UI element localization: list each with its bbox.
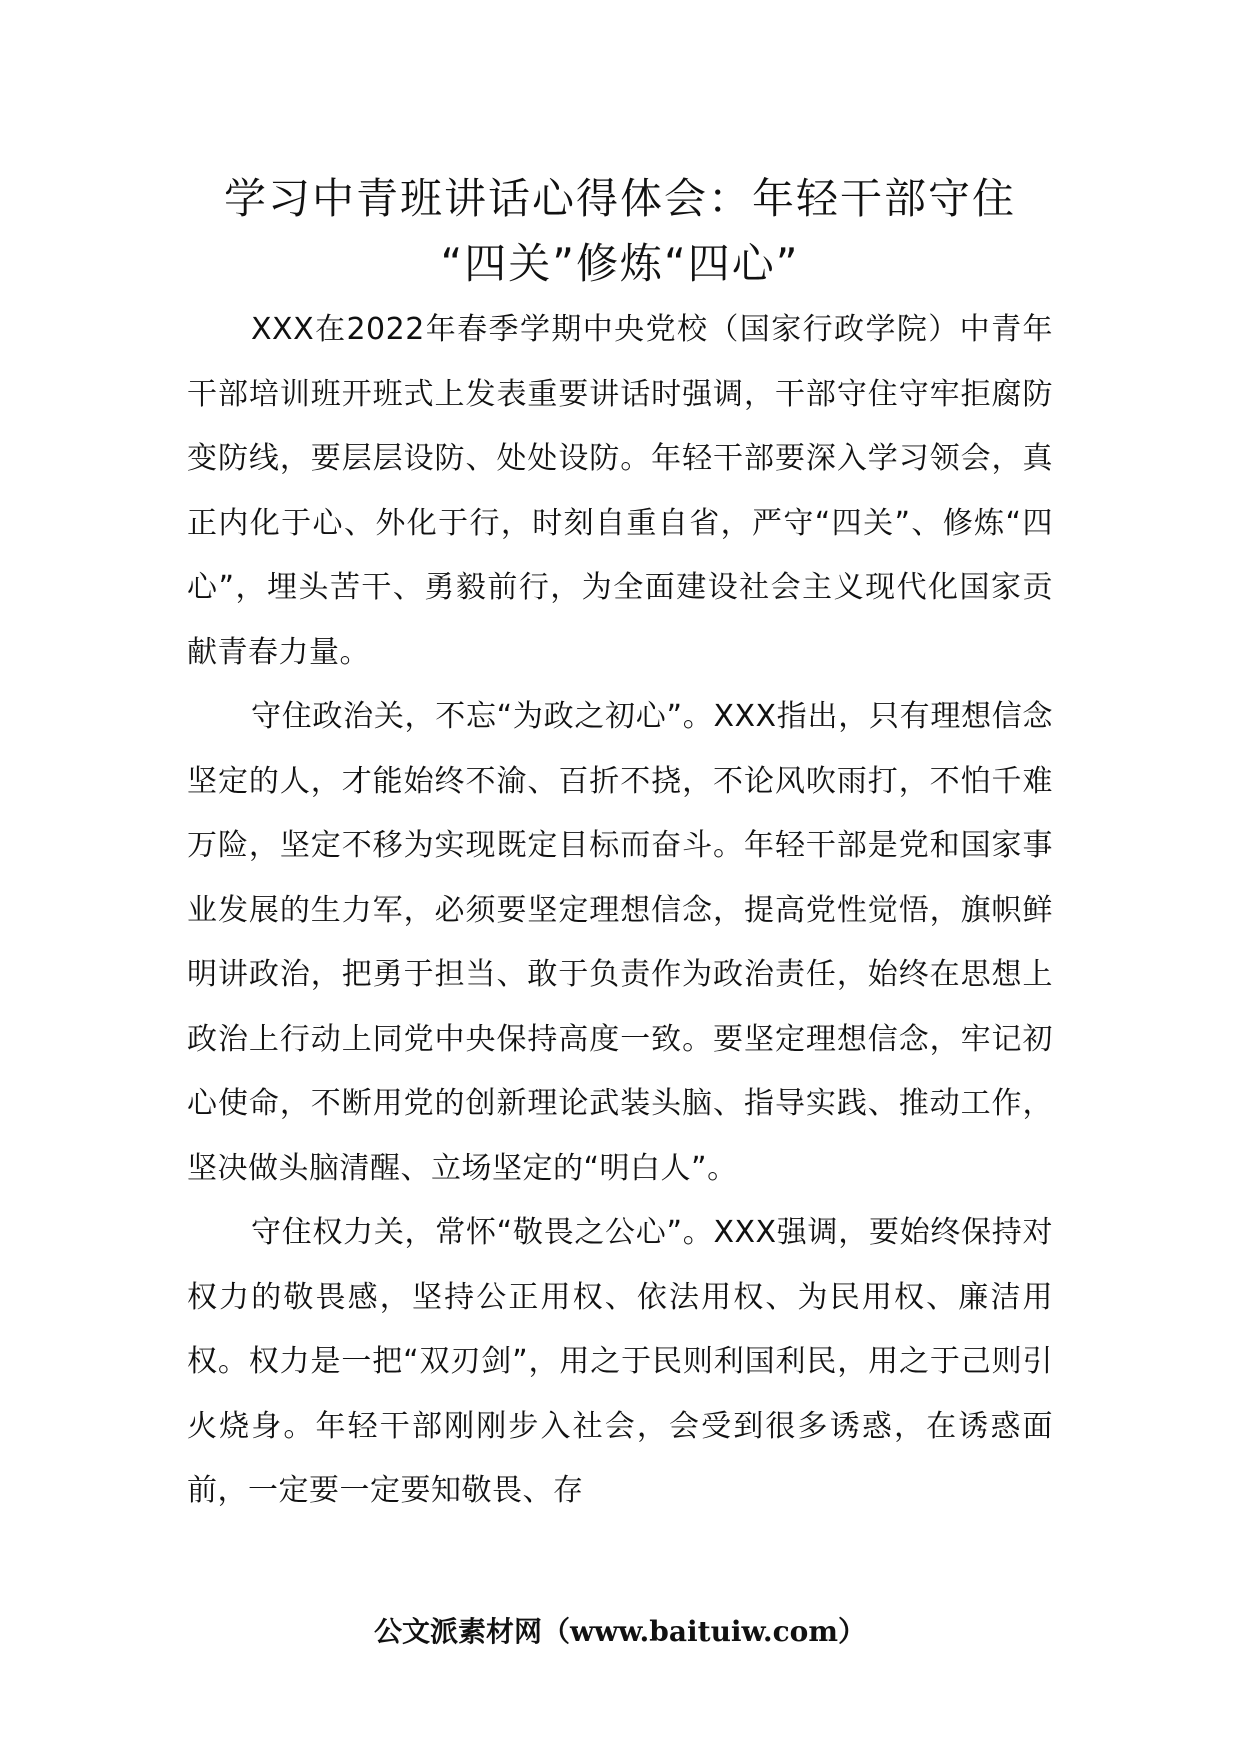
document-title-line-2: “四关”修炼“四心” xyxy=(440,239,800,288)
document-body xyxy=(187,298,1053,1524)
paragraph-power: 守住权力关，常怀“敬畏之公心”。XXX强调，要始终保持对权力的敬畏感，坚持公正用权、依法用权、为民用权、廉洁用权。权力是一把“双刃剑”，用之于民则利国利民，用之于己则引火烧身。年轻干部刚刚步入社会，会受到很多诱惑，在诱惑面前，一定要一定要知敬畏、存 xyxy=(187,1215,1053,1508)
document-title-line-1: 学习中青班讲话心得体会：年轻干部守住 xyxy=(223,174,1016,223)
footer-watermark: 公文派素材网（www.baituiw.com） xyxy=(374,1615,866,1648)
paragraph-political: 守住政治关，不忘“为政之初心”。XXX指出，只有理想信念坚定的人，才能始终不渝、百折不挠，不论风吹雨打，不怕千难万险，坚定不移为实现既定目标而奋斗。年轻干部是党和国家事业发展的生力军，必须要坚定理想信念，提高党性觉悟，旗帜鲜明讲政治，把勇于担当、敢于负责作为政治责任，始终在思想上政治上行动上同党中央保持高度一致。要坚定理想信念，牢记初心使命，不断用党的创新理论武装头脑、指导实践、推动工作，坚决做头脑清醒、立场坚定的“明白人”。 xyxy=(187,699,1053,1186)
paragraph-intro: XXX在2022年春季学期中央党校（国家行政学院）中青年干部培训班开班式上发表重要讲话时强调，干部守住守牢拒腐防变防线，要层层设防、处处设防。年轻干部要深入学习领会，真正内化于心、外化于行，时刻自重自省，严守“四关”、修炼“四心”，埋头苦干、勇毅前行，为全面建设社会主义现代化国家贡献青春力量。 xyxy=(187,312,1053,670)
